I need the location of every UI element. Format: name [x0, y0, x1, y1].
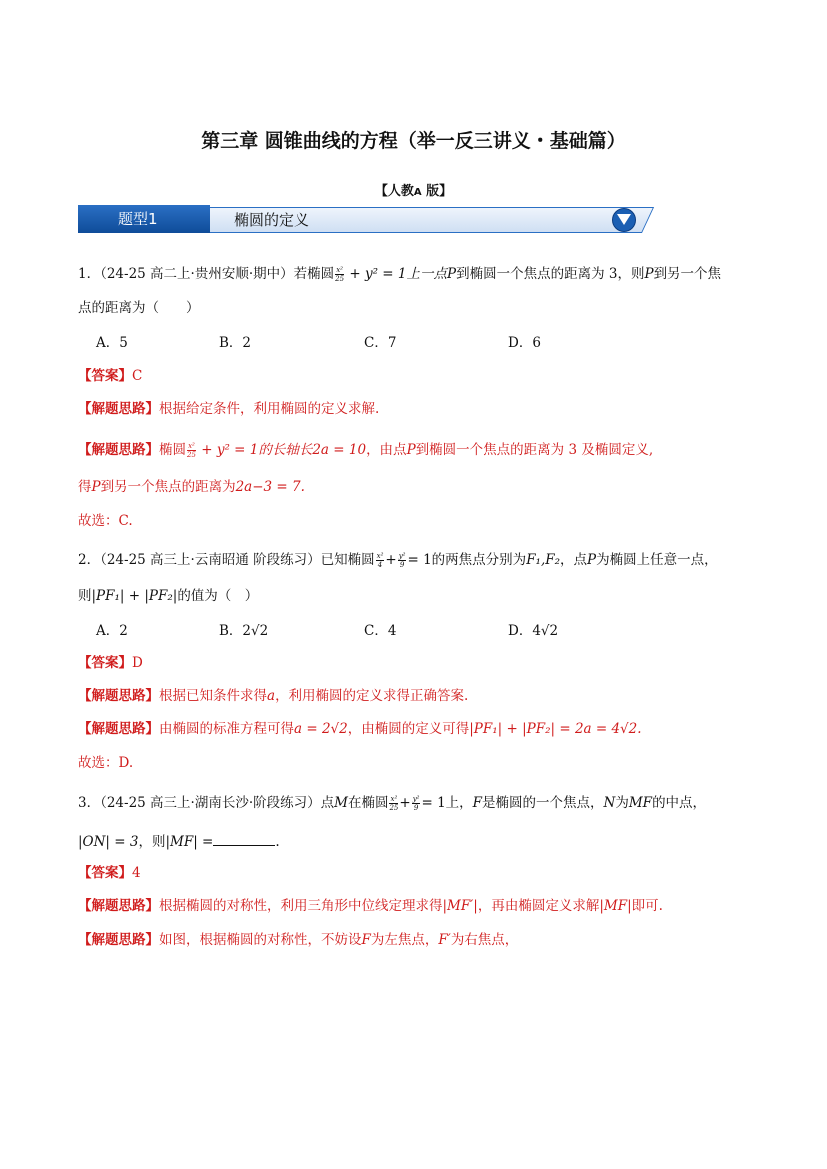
q3-text-d: 是椭圆的一个焦点，: [482, 795, 604, 811]
q2-sol-expr1: a = 2√2: [294, 721, 348, 737]
q2-option-c: C．4: [364, 623, 397, 639]
q3-var-f: F: [472, 795, 483, 811]
q3-sol-c: 为右焦点，: [450, 932, 519, 948]
q3-var-m: M: [334, 795, 348, 811]
q2-frac-1: [376, 552, 385, 569]
q3-sol-label: 【解题思路】: [78, 932, 159, 948]
q1-choose: 故选：C.: [78, 513, 133, 529]
q1-solution-line2: [78, 475, 305, 495]
q1-line1: [78, 262, 721, 283]
q3-number: 3．: [78, 795, 101, 811]
q3-hint-a: 根据椭圆的对称性，利用三角形中位线定理求得: [159, 898, 443, 914]
q3-solution: [78, 928, 518, 948]
q3-hint-expr2: |MF|: [599, 898, 632, 914]
q3-sol-f2: F′: [438, 932, 451, 948]
q3-answer-value: 4: [132, 865, 141, 881]
q2-choose: 故选：D.: [78, 755, 134, 771]
q3-hint-expr1: |MF′|: [442, 898, 478, 914]
q3-hint-label: 【解题思路】: [78, 898, 159, 914]
q2-line2: [78, 584, 258, 604]
edition-open: 【人教: [374, 184, 414, 199]
q2-source: （24-25 高三上·云南昭通 阶段练习）: [100, 552, 321, 568]
q3-line2: [78, 830, 280, 850]
q2-line1: [78, 548, 718, 569]
q2-option-a: A．2: [96, 623, 128, 639]
q1-sol2-var-p: P: [91, 479, 101, 495]
edition-close: 版】: [421, 184, 453, 199]
q1-frac-den: 25: [335, 275, 345, 283]
q3-sol-f: F: [361, 932, 371, 948]
q1-sol-label: 【解题思路】: [78, 442, 159, 458]
q2-line2-expr: |PF₁| + |PF₂|: [91, 588, 178, 604]
q3-line2-expr2: |MF| =: [165, 834, 214, 850]
q2-hint: [78, 684, 468, 704]
q3-answer-blank: [213, 833, 275, 846]
q2-answer-label: 【答案】: [78, 655, 132, 671]
q3-f1-num: x²: [390, 795, 398, 803]
q3-source: （24-25 高三上·湖南长沙·阶段练习）: [100, 795, 321, 811]
q1-var-p2: P: [644, 266, 654, 282]
q2-text-c: ，点: [560, 552, 588, 568]
q1-sol-frac-den: 25: [187, 451, 196, 459]
q1-answer-label: 【答案】: [78, 368, 132, 384]
q3-answer-label: 【答案】: [78, 865, 132, 881]
q1-text-d: 到另一个焦: [653, 266, 722, 282]
q3-f2-den: 9: [413, 804, 419, 812]
q2-sol-label: 【解题思路】: [78, 721, 159, 737]
q2-text-d: 为椭圆上任意一点，: [596, 552, 718, 568]
q1-option-c: C．7: [364, 335, 397, 351]
q1-option-a: A．5: [96, 335, 128, 351]
q2-var-p: P: [587, 552, 597, 568]
q1-option-d: D．6: [508, 335, 541, 351]
q3-line2-a: ，则: [138, 834, 166, 850]
q2-text-a: 已知椭圆: [320, 552, 375, 568]
q1-sol-c: 2a = 10: [312, 442, 367, 458]
q3-hint: [78, 894, 663, 914]
q2-number: 2．: [78, 552, 101, 568]
q3-hint-b: ，再由椭圆定义求解: [477, 898, 600, 914]
q1-sol2-b: 到另一个焦点的距离为: [100, 479, 236, 495]
q2-f2-num: y²: [398, 552, 406, 560]
q3-sol-b: 为左焦点，: [370, 932, 439, 948]
q1-hint: [78, 397, 379, 417]
q2-solution: [78, 717, 642, 737]
q3-f1-den: 25: [389, 804, 399, 812]
q1-answer-value: C: [132, 368, 143, 384]
banner-section-name: 椭圆的定义: [234, 211, 310, 229]
q1-source: （24-25 高二上·贵州安顺·期中）: [100, 266, 294, 282]
q1-frac-num: x²: [336, 266, 343, 274]
q1-sol-d: ，由点: [366, 442, 407, 458]
q2-hint-var: a: [267, 688, 276, 704]
q1-sol-a: 椭圆: [159, 442, 186, 458]
q2-option-d: D．4√2: [508, 623, 559, 639]
q2-frac-2: [398, 552, 407, 569]
section-banner: [78, 205, 640, 233]
q2-answer: [78, 651, 143, 671]
q3-line2-expr: |ON| = 3: [78, 834, 139, 850]
q3-text-a: 点: [320, 795, 335, 811]
q1-hint-text: 根据给定条件，利用椭圆的定义求解.: [159, 401, 380, 417]
q1-var-p: P: [446, 266, 457, 282]
q1-sol-frac-num: x²: [188, 442, 195, 450]
q1-hint-label: 【解题思路】: [78, 401, 159, 417]
q1-answer: [78, 364, 142, 384]
q1-line2: 点的距离为（ ）: [78, 300, 200, 316]
edition-letter: A: [413, 187, 422, 198]
q3-hint-c: 即可.: [631, 898, 663, 914]
q2-f1-num: x²: [376, 552, 384, 560]
q1-sol-b: + y² = 1的长轴长: [196, 442, 313, 458]
q3-text-c: = 1上，: [421, 795, 473, 811]
q2-sol-b: ，由椭圆的定义可得: [347, 721, 470, 737]
q2-f2-den: 9: [399, 561, 405, 569]
q3-text-e: 为: [615, 795, 629, 811]
q3-text-b: 在椭圆: [347, 795, 389, 811]
q3-frac-1: [389, 795, 398, 812]
q3-text-f: 的中点，: [652, 795, 707, 811]
q2-hint-b: ，利用椭圆的定义求得正确答案.: [275, 688, 469, 704]
q1-fraction: [335, 266, 344, 283]
q3-answer: [78, 861, 141, 881]
banner-tag: 题型1: [118, 210, 158, 228]
q1-text-c: 到椭圆一个焦点的距离为 3，则: [456, 266, 645, 282]
q3-f2-num: y²: [412, 795, 420, 803]
q2-hint-label: 【解题思路】: [78, 688, 159, 704]
q2-foci: F₁,F₂: [526, 552, 561, 568]
q3-plus: +: [399, 795, 411, 811]
q2-line2-a: 则: [78, 588, 92, 604]
q1-number: 1．: [78, 266, 101, 282]
q3-sol-a: 如图，根据椭圆的对称性，不妨设: [159, 932, 362, 948]
q2-hint-a: 根据已知条件求得: [159, 688, 267, 704]
q2-sol-a: 由椭圆的标准方程可得: [159, 721, 294, 737]
q3-frac-2: [412, 795, 421, 812]
q1-solution-line1: [78, 438, 653, 459]
q2-answer-value: D: [132, 655, 143, 671]
q1-sol-var-p: P: [406, 442, 416, 458]
q1-sol2-a: 得: [78, 479, 92, 495]
q1-sol2-c: 2a−3 = 7.: [235, 479, 305, 495]
q2-f1-den: 4: [377, 561, 383, 569]
q2-plus: +: [385, 552, 397, 568]
collapse-down-icon[interactable]: [612, 208, 636, 232]
q3-line2-end: .: [275, 834, 280, 850]
q3-var-mf: MF: [628, 795, 653, 811]
q2-sol-expr2: |PF₁| + |PF₂| = 2a = 4√2.: [469, 721, 642, 737]
q1-sol-fraction: [187, 442, 196, 459]
page-title: 第三章 圆锥曲线的方程（举一反三讲义・基础篇）: [201, 130, 626, 152]
q1-text-b: + y² = 1上一点: [345, 266, 447, 282]
q3-var-n: N: [603, 795, 616, 811]
edition-label: [0, 180, 827, 199]
q1-text-a: 若椭圆: [293, 266, 335, 282]
q1-sol-e: 到椭圆一个焦点的距离为 3 及椭圆定义,: [415, 442, 654, 458]
q3-line1: [78, 791, 706, 812]
q2-option-b: B．2√2: [219, 623, 269, 639]
q2-text-b: = 1的两焦点分别为: [407, 552, 527, 568]
q2-line2-b: 的值为（ ）: [177, 588, 259, 604]
q1-option-b: B．2: [219, 335, 252, 351]
